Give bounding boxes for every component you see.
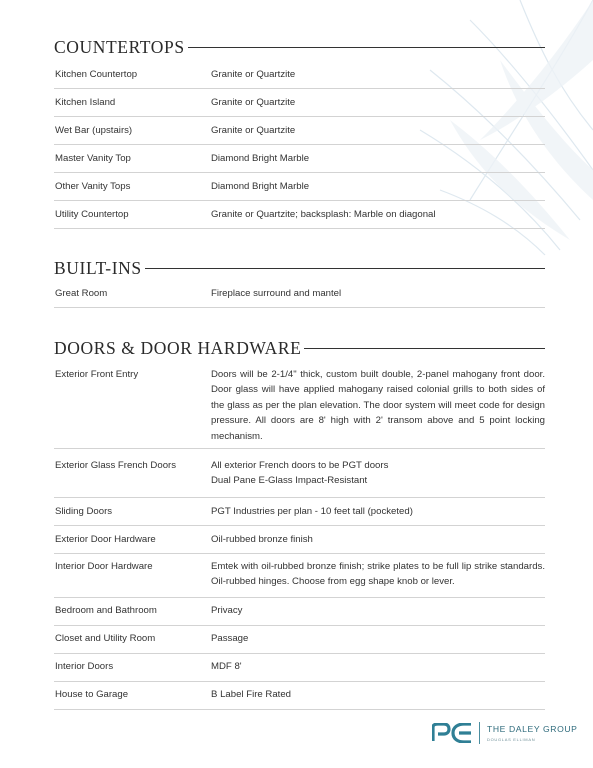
table-row [54,526,545,554]
table-row [54,61,545,89]
doors-table [54,362,545,710]
table-row [54,145,545,173]
section-rule [188,47,545,48]
table-row [54,626,545,654]
table-row [54,362,545,449]
item-label: House to Garage [55,689,129,701]
section-title: DOORS & DOOR HARDWARE [54,337,302,358]
table-row [54,654,545,682]
item-spec: Diamond Bright Marble [211,180,310,192]
item-label: Exterior Door Hardware [55,533,156,545]
table-row [54,449,545,498]
item-label: Closet and Utility Room [55,633,156,645]
logo-divider [479,722,480,744]
built-ins-section [54,257,545,308]
item-spec: Doors will be 2-1/4" thick, custom built double, 2-panel mahogany front door. Door glass will have applied mahogany raised colonial grills to both sides of the glass as per the plan elevation. The door system will meet code for design pressure. All doors are 8' high with 2' transom above and 5 point locking mechanism. [211,369,545,442]
daley-group-logo-icon [432,723,472,743]
item-spec: PGT Industries per plan - 10 feet tall (pocketed) [211,505,413,517]
item-spec: MDF 8' [211,661,242,673]
item-spec: Granite or Quartzite [211,96,296,108]
brand-subtitle: DOUGLAS ELLIMAN [487,737,536,742]
section-rule [145,268,545,269]
countertops-header [54,36,545,58]
table-row [54,173,545,201]
item-spec-line-2: Dual Pane E-Glass Impact-Resistant [211,475,368,487]
table-row [54,498,545,526]
item-label: Exterior Glass French Doors [55,460,177,472]
item-label: Sliding Doors [55,505,113,517]
item-spec: Granite or Quartzite; backsplash: Marble on diagonal [211,208,436,220]
table-row [54,682,545,710]
countertops-section [54,36,545,229]
item-spec-block [211,458,545,489]
item-spec: Oil-rubbed bronze finish [211,533,313,545]
item-label: Wet Bar (upstairs) [55,124,133,136]
table-row [54,598,545,626]
logo-text [487,724,578,742]
built-ins-table [54,280,545,308]
item-spec: Diamond Bright Marble [211,152,310,164]
item-label: Kitchen Island [55,96,116,108]
item-spec: Emtek with oil-rubbed bronze finish; strike plates to be full lip strike standards. Oil-rubbed hinges. Choose from egg shape knob or lever. [211,560,545,588]
doors-header [54,337,545,359]
doors-section [54,337,545,710]
countertops-table [54,61,545,229]
item-label: Utility Countertop [55,208,129,220]
item-label: Interior Door Hardware [55,560,153,572]
item-spec: Granite or Quartzite [211,68,296,80]
item-spec: B Label Fire Rated [211,689,291,701]
section-title: COUNTERTOPS [54,36,185,57]
built-ins-header [54,257,545,279]
table-row [54,201,545,229]
brand-name: THE DALEY GROUP [487,724,578,734]
item-label: Other Vanity Tops [55,180,131,192]
brand-logo [432,722,578,744]
table-row [54,554,545,598]
item-label: Great Room [55,287,108,299]
item-label: Exterior Front Entry [55,369,139,380]
item-spec: Privacy [211,605,243,617]
table-row [54,280,545,308]
item-label: Kitchen Countertop [55,68,138,80]
item-label: Interior Doors [55,661,114,673]
section-rule [304,348,545,349]
item-spec: Fireplace surround and mantel [211,287,342,299]
item-spec: Passage [211,633,249,645]
table-row [54,89,545,117]
item-label: Master Vanity Top [55,152,131,164]
item-spec: All exterior French doors to be PGT doors [211,460,389,472]
item-spec: Granite or Quartzite [211,124,296,136]
item-label: Bedroom and Bathroom [55,605,157,617]
section-title: BUILT-INS [54,257,142,278]
table-row [54,117,545,145]
